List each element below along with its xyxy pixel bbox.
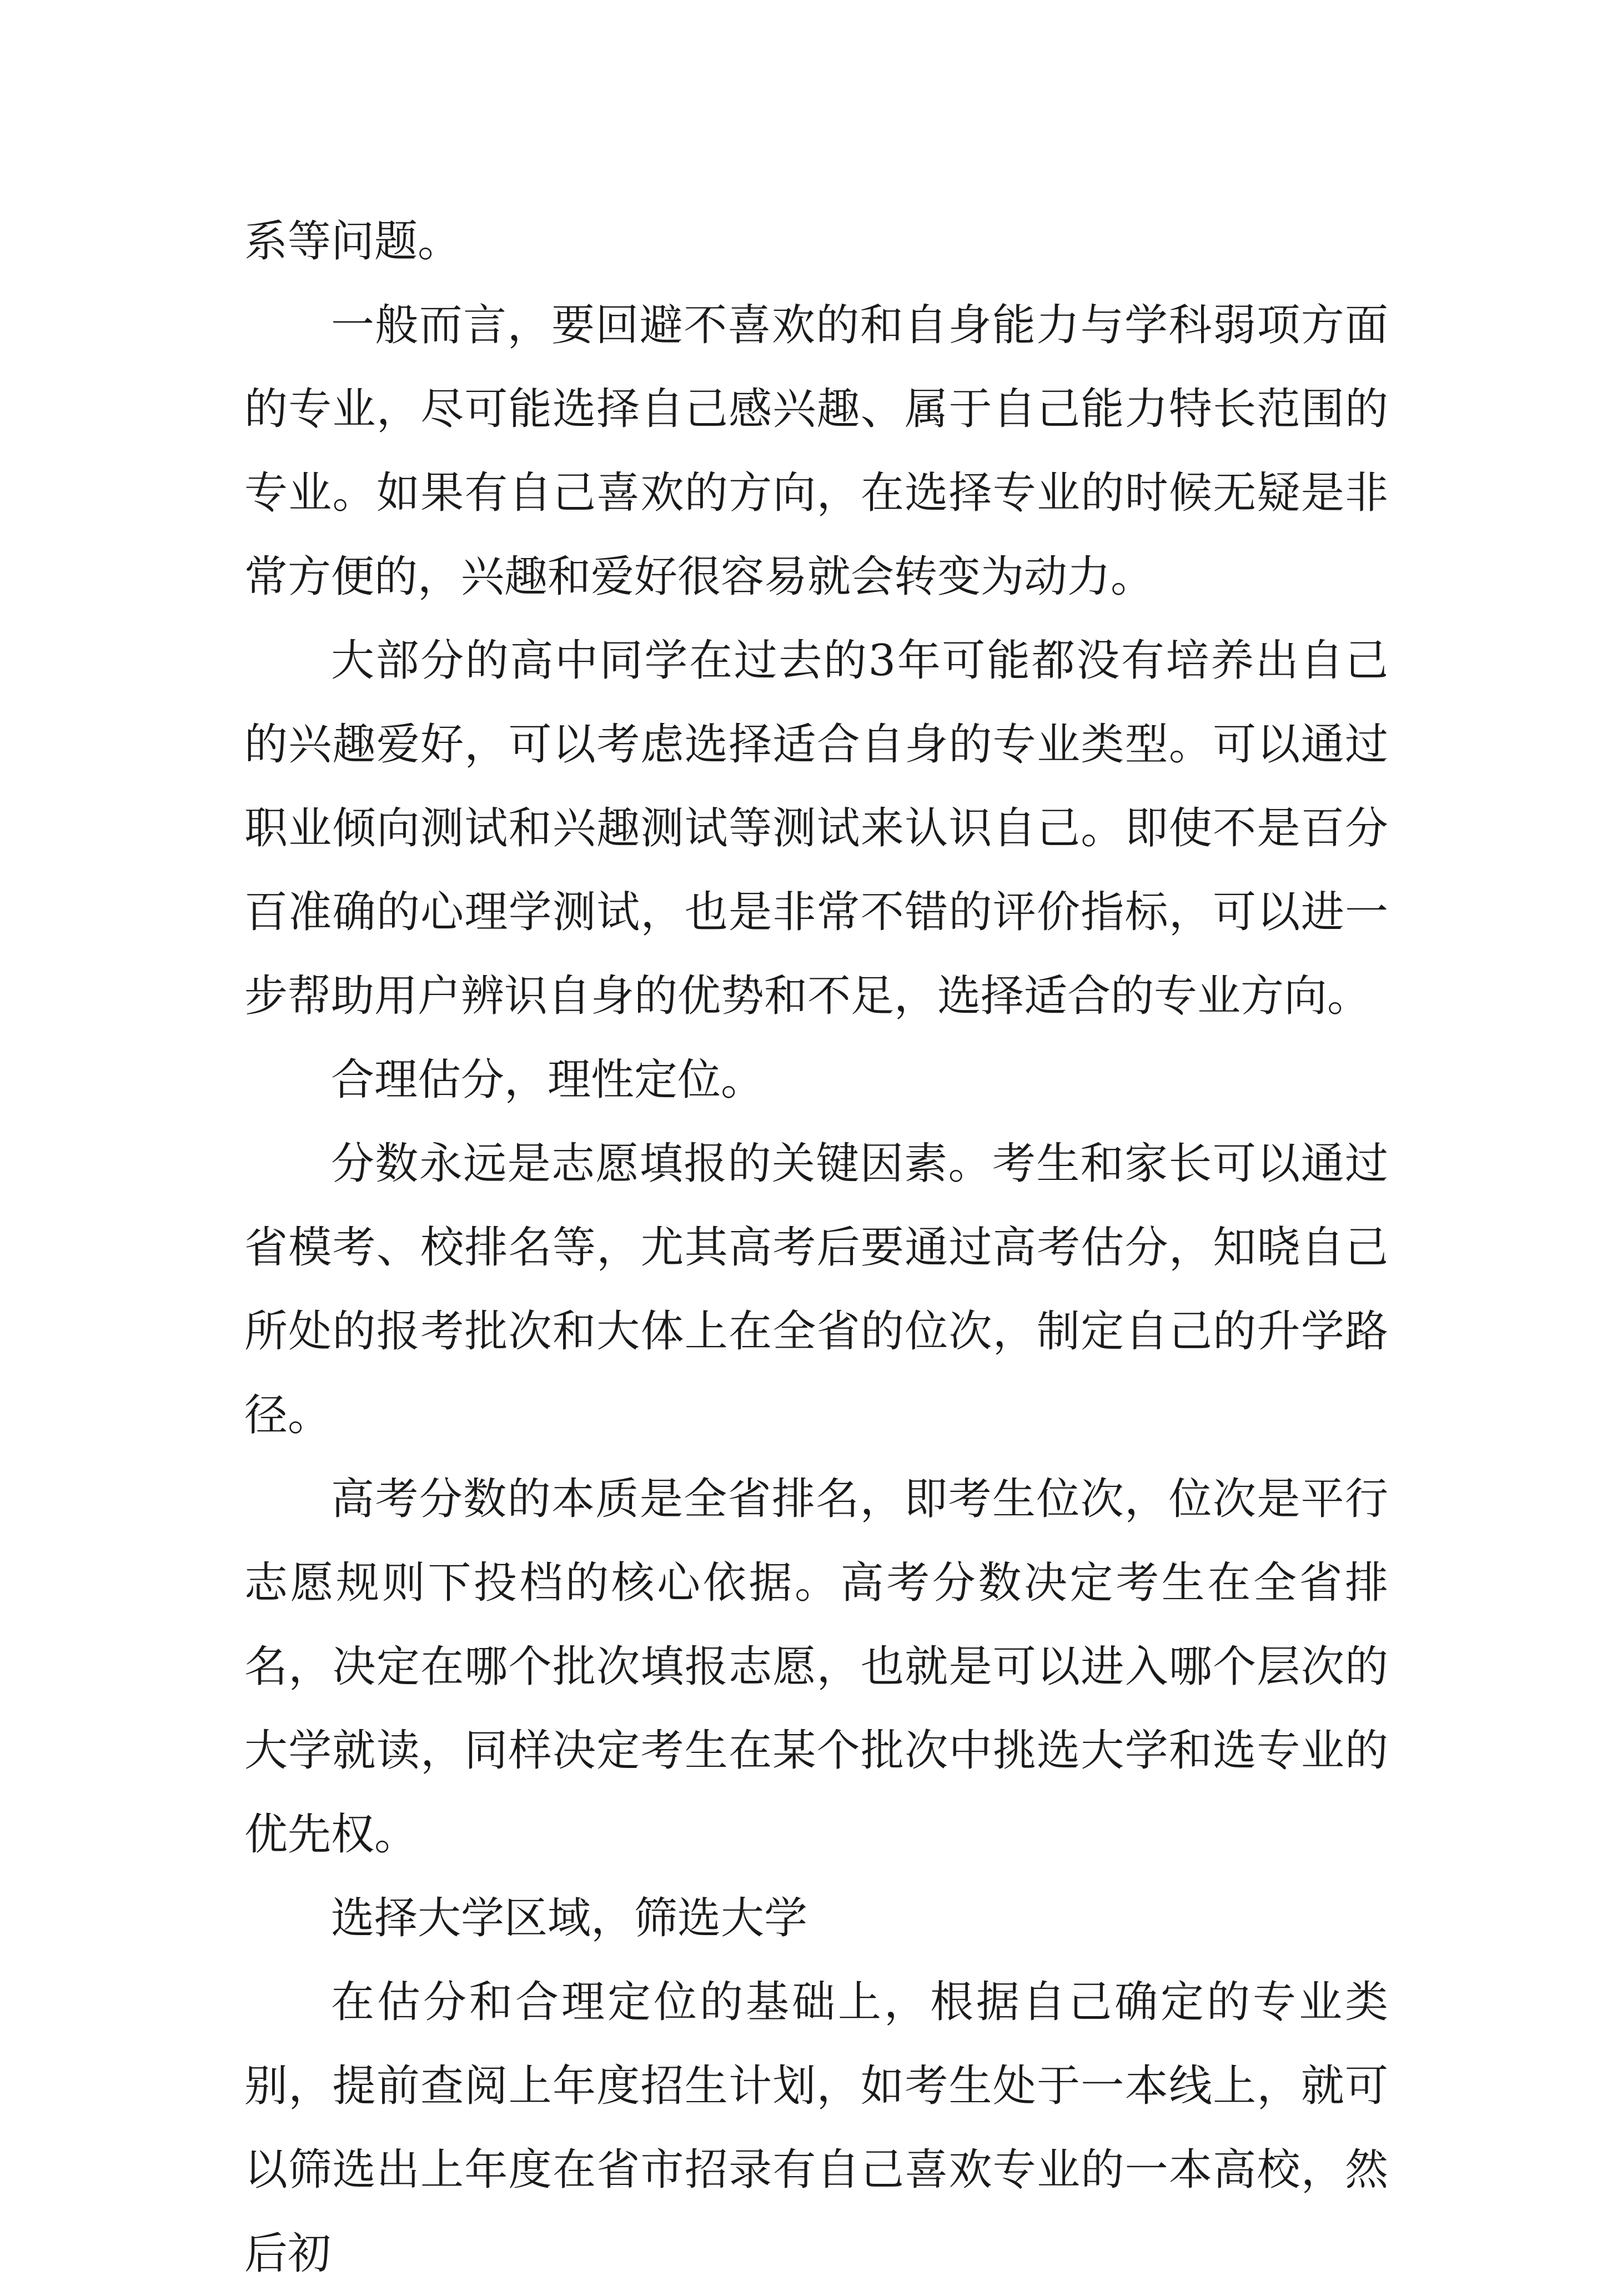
paragraph-province-ranking: 高考分数的本质是全省排名，即考生位次，位次是平行志愿规则下投档的核心依据。高考分数决定考生在全省排名，决定在哪个批次填报志愿，也就是可以进入哪个层次的大学就读，同样决定考生在某个批次中挑选大学和选专业的优先权。 xyxy=(244,1474,1388,1860)
paragraph-interest-testing: 大部分的高中同学在过去的3年可能都没有培养出自己的兴趣爱好，可以考虑选择适合自身的专业类型。可以通过职业倾向测试和兴趣测试等测试来认识自己。即使不是百分百准确的心理学测试，也是非常不错的评价指标，可以进一步帮助用户辨识自身的优势和不足，选择适合的专业方向。 xyxy=(244,636,1388,1021)
paragraph-continuation: 系等问题。 xyxy=(244,217,461,267)
paragraph-enrollment-plan: 在估分和合理定位的基础上，根据自己确定的专业类别，提前查阅上年度招生计划，如考生处于一本线上，就可以筛选出上年度在省市招录有自己喜欢专业的一本高校，然后初 xyxy=(244,1977,1388,2279)
section-heading-score-estimation: 合理估分，理性定位。 xyxy=(331,1055,765,1105)
paragraph-score-importance: 分数永远是志愿填报的关键因素。考生和家长可以通过省模考、校排名等，尤其高考后要通过高考估分，知晓自己所处的报考批次和大体上在全省的位次，制定自己的升学路径。 xyxy=(244,1139,1388,1440)
paragraph-avoid-weak-subjects: 一般而言，要回避不喜欢的和自身能力与学科弱项方面的专业，尽可能选择自己感兴趣、属于自己能力特长范围的专业。如果有自己喜欢的方向，在选择专业的时候无疑是非常方便的，兴趣和爱好很容易就会转变为动力。 xyxy=(244,300,1388,602)
section-heading-choose-region: 选择大学区域，筛选大学 xyxy=(331,1893,808,1943)
document-body xyxy=(244,200,1388,2296)
